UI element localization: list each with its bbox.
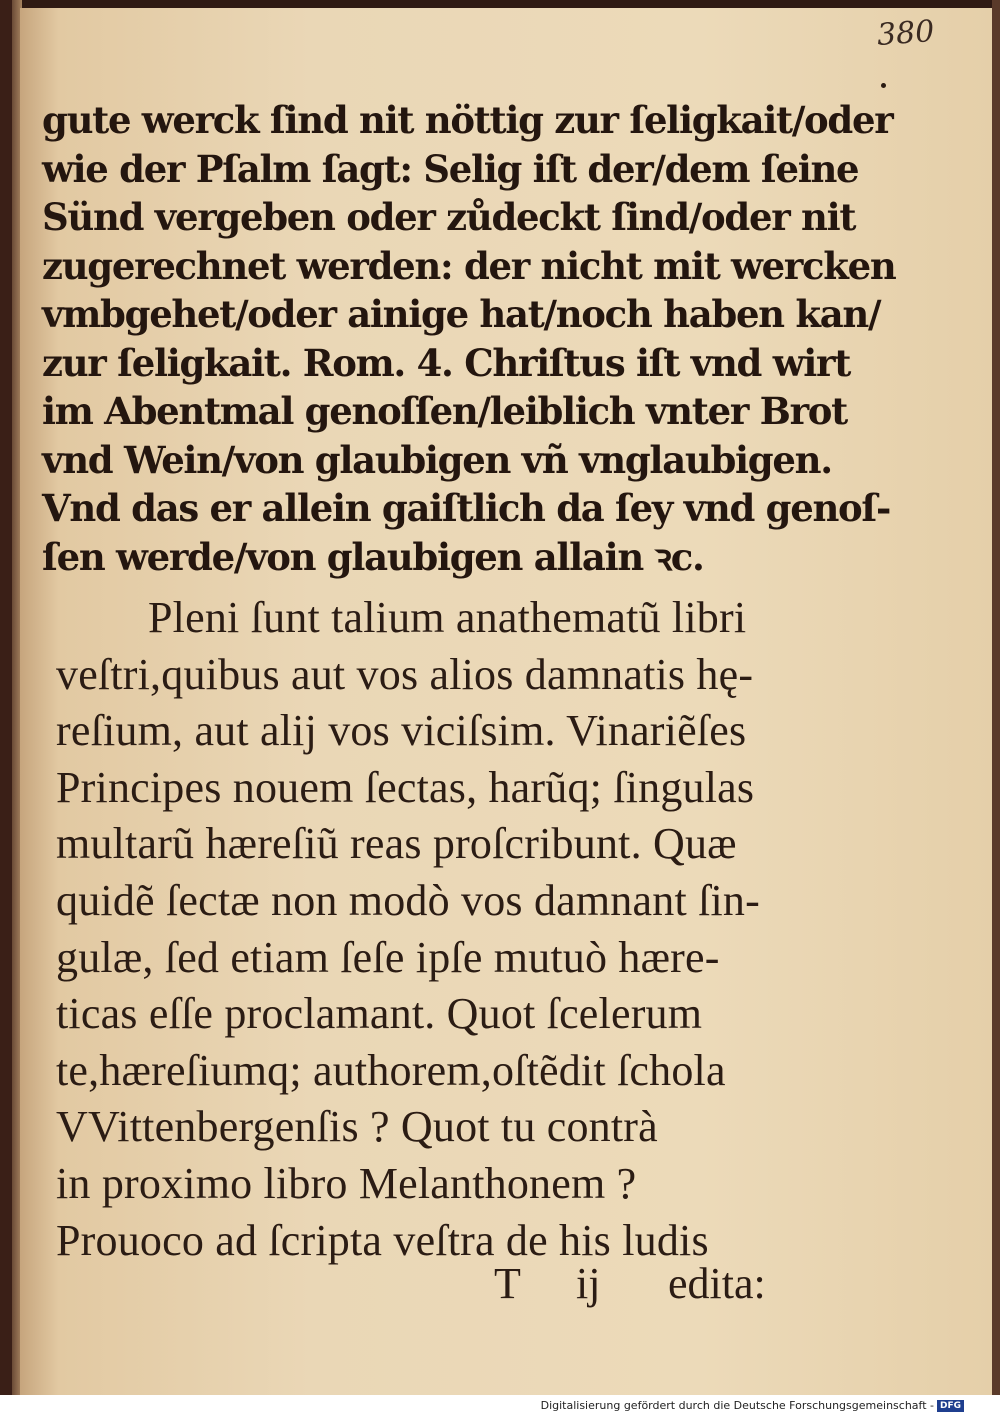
signature-number: ij [576,1259,601,1308]
german-line: Sünd vergeben oder zůdeckt ſind/oder nit [42,195,856,239]
german-line: im Abentmal genoſſen/leiblich vnter Brot [42,389,847,433]
latin-line: veſtri,quibus aut vos alios damnatis hę- [56,649,754,699]
latin-line: te,hæreſiumq; authorem,oſtẽdit ſchola [56,1045,726,1095]
latin-line: reſium, aut alij vos viciſsim. Vinariẽſes [56,706,747,756]
catchword: edita: [668,1259,766,1308]
latin-line: Principes nouem ſectas, harũq; ſingulas [56,762,755,812]
latin-roman-block [56,590,816,1269]
digitization-credit [541,1399,964,1412]
german-line: vmbgehet/oder ainige hat/noch haben kan/ [42,292,881,336]
german-line: zugerechnet werden: der nicht mit wercken [42,243,896,288]
german-blackletter-block [42,96,896,581]
german-line: vnd Wein/von glaubigen vñ vnglaubigen. [42,437,832,482]
signature-line [20,1258,992,1314]
folio-number: 380 [875,14,936,53]
latin-line: gulæ, ſed etiam ſeſe ipſe mutuò hære- [56,932,720,982]
latin-line: quidẽ ſectæ non modò vos damnant ſin- [56,875,760,925]
ink-dot [881,83,886,88]
german-line: gute werck ſind nit nöttig zur ſeligkait/oder [42,98,893,142]
german-line: wie der Pſalm ſagt: Selig iſt der/dem ſeine [42,146,859,191]
german-line: zur ſeligkait. Rom. 4. Chriſtus iſt vnd wirt [42,340,851,385]
latin-line: Prouoco ad ſcripta veſtra de his ludis [56,1215,709,1265]
latin-line: in proximo libro Melanthonem ? [56,1158,637,1208]
latin-line: multarũ hæreſiũ reas proſcribunt. Quæ [56,819,737,869]
german-line: ſen werde/von glaubigen allain ꝛc. [42,534,704,579]
signature-mark: T [494,1259,521,1308]
credit-text: Digitalisierung gefördert durch die Deutsche Forschungsgemeinschaft - [540,1399,934,1412]
scanned-page [20,8,992,1395]
latin-line: ticas eſſe proclamant. Quot ſcelerum [56,989,703,1039]
latin-line: Pleni ſunt talium anathematũ libri [148,593,747,642]
book-edge-right [992,0,1000,1395]
german-line: Vnd das er allein gaiſtlich da ſey vnd genoſ- [42,486,891,530]
dfg-logo: DFG [937,1400,964,1412]
book-spine-edge [0,0,12,1395]
latin-line: VVittenbergenſis ? Quot tu contrà [56,1102,658,1152]
